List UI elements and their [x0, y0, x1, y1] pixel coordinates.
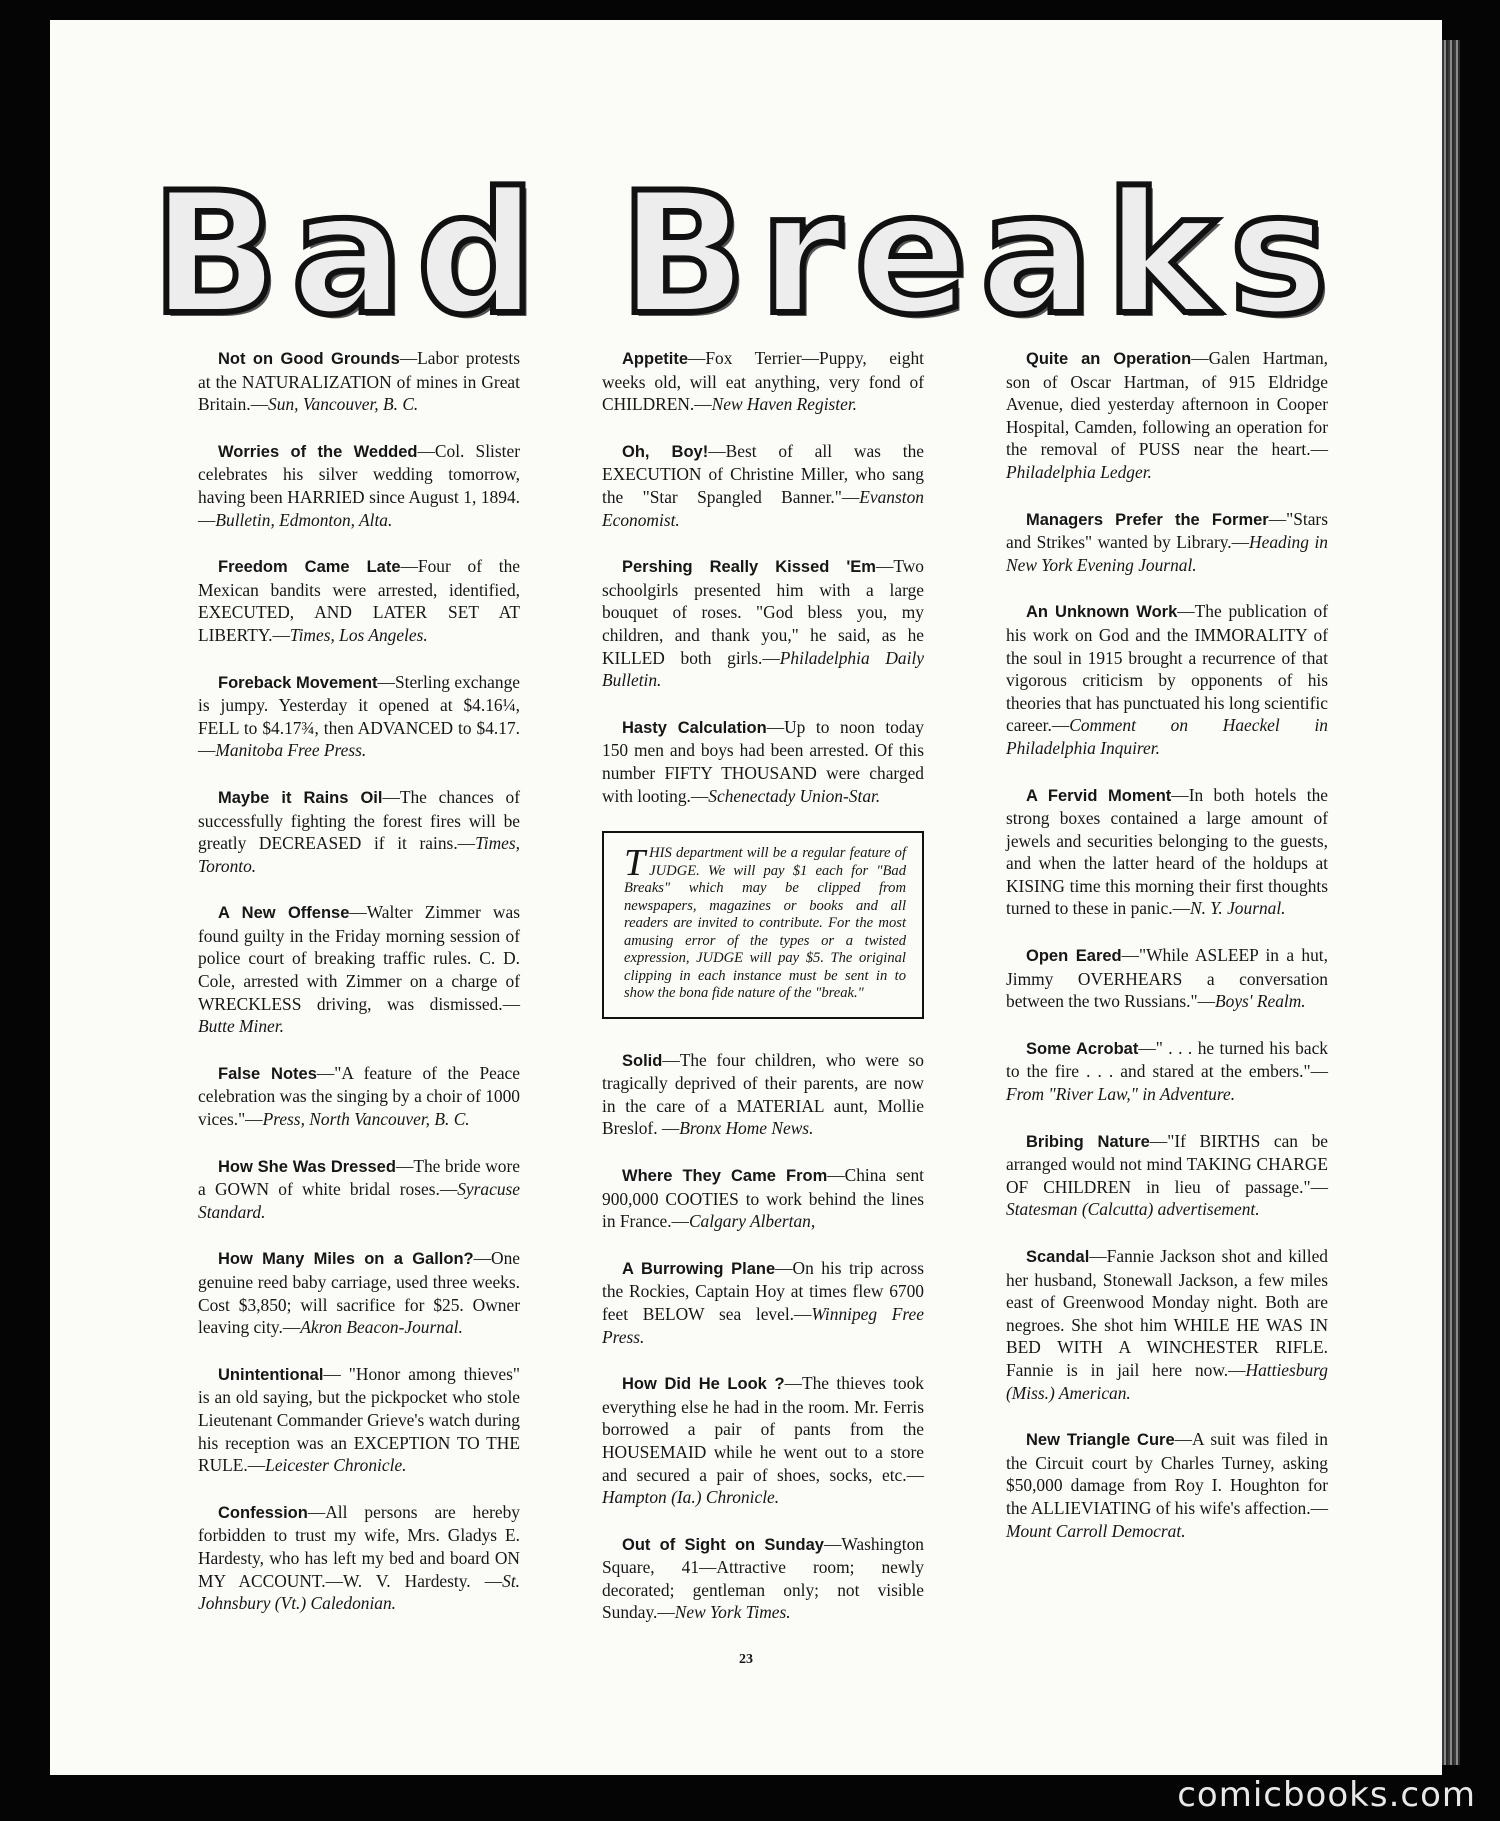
clipping-headline: Out of Sight on Sunday [622, 1535, 824, 1554]
clipping-body: —The four children, who were so tragically deprived of their parents, are now in the care of a MATERIAL aunt, Mollie Breslof. — [602, 1049, 924, 1139]
clipping-item [198, 440, 520, 531]
clipping-body: —Col. Slister celebrates his silver wedding tomorrow, having been HARRIED since August 1, 1894.— [198, 440, 520, 530]
clipping-item [198, 671, 520, 762]
clipping-body: —The bride wore a GOWN of white bridal roses.— [198, 1155, 520, 1200]
clipping-body: —Up to noon today 150 men and boys had been arrested. Of this number FIFTY THOUSAND were charged with looting.— [602, 716, 924, 806]
clipping-headline: An Unknown Work [1026, 603, 1178, 622]
clipping-item [198, 1155, 520, 1224]
clipping-item [1006, 784, 1328, 921]
magazine-page [50, 20, 1442, 1775]
clipping-headline: Unintentional [218, 1365, 324, 1384]
clipping-item [198, 1062, 520, 1131]
clipping-headline: How Many Miles on a Gallon? [218, 1250, 474, 1269]
clipping-source: Statesman (Calcutta) advertisement. [1006, 1199, 1260, 1220]
clipping-item [602, 347, 924, 416]
clipping-item [1006, 347, 1328, 484]
clipping-body: —China sent 900,000 COOTIES to work behind the lines in France.— [602, 1164, 924, 1232]
clipping-body: —On his trip across the Rockies, Captain Hoy at times flew 6700 feet BELOW sea level.— [602, 1257, 924, 1324]
clipping-item [1006, 600, 1328, 759]
clipping-source: Heading in New York Evening Journal. [1006, 532, 1329, 575]
clipping-item [602, 1533, 924, 1624]
clipping-item [1006, 944, 1328, 1013]
clipping-source: Hampton (Ia.) Chronicle. [602, 1487, 780, 1508]
clipping-source: Akron Beacon-Journal. [300, 1317, 463, 1338]
clipping-item [198, 1501, 520, 1615]
clipping-source: From "River Law," in Adventure. [1006, 1084, 1236, 1105]
clipping-item [198, 901, 520, 1038]
clipping-source: Times, Los Angeles. [289, 624, 428, 645]
clipping-item [602, 1257, 924, 1348]
clipping-headline: New Triangle Cure [1026, 1431, 1175, 1450]
clipping-source: Bronx Home News. [679, 1118, 814, 1139]
clipping-body: —Fannie Jackson shot and killed her husband, Stonewall Jackson, a few miles east of Greenwood Monday night. Both are negroes. She shot him WHILE HE WAS IN BED WITH A WINCHESTER RIFLE. Fannie is in jail here now.— [1006, 1246, 1328, 1380]
clipping-source: New York Times. [674, 1602, 791, 1623]
clipping-body: —Sterling exchange is jumpy. Yesterday it opened at $4.16¼, FELL to $4.17¾, then ADVANCED to $4.17.— [198, 671, 521, 761]
clipping-source: Sun, Vancouver, B. C. [268, 394, 419, 415]
clipping-body: —Two schoolgirls presented him with a large bouquet of roses. "God bless you, my children, and thank you," he said, as he KILLED both girls.— [602, 556, 924, 668]
clipping-source: Manitoba Free Press. [215, 740, 367, 761]
clipping-body: —Fox Terrier—Puppy, eight weeks old, will eat anything, very fond of CHILDREN.— [602, 348, 924, 415]
clipping-item [198, 786, 520, 877]
notice-text: HIS department will be a regular feature of JUDGE. We will pay $1 each for "Bad Breaks" which may be clipped from newspapers, magazines or books and all readers are invited to contribute. For the most amusing error of the types or a twisted expression, JUDGE will pay $5. The original clipping in each instance must be sent in to show the bona fide nature of the "break." [624, 845, 906, 1002]
clipping-headline: Oh, Boy! [622, 442, 709, 461]
clipping-source: Schenectady Union-Star. [708, 785, 881, 806]
clipping-source: Hattiesburg (Miss.) American. [1006, 1359, 1328, 1403]
clipping-source: Calgary Albertan, [688, 1211, 816, 1232]
clipping-headline: Solid [622, 1051, 663, 1070]
clipping-headline: Confession [218, 1503, 308, 1522]
clipping-body: —Four of the Mexican bandits were arrested, identified, EXECUTED, AND LATER SET AT LIBERTY.— [198, 556, 520, 645]
clipping-body: — "Honor among thieves" is an old saying, but the pickpocket who stole Lieutenant Commander Grieve's watch during his reception was an EXCEPTION TO THE RULE.— [198, 1363, 520, 1476]
clipping-item [602, 1372, 924, 1509]
clipping-source: Philadelphia Ledger. [1006, 461, 1152, 482]
clipping-body: —In both hotels the strong boxes contained a large amount of jewels and securities belonging to the guests, and when the latter heard of the holdups at KISING time this morning their first thoughts turned to these in panic.— [1006, 784, 1329, 919]
clipping-headline: A Fervid Moment [1026, 786, 1172, 805]
clipping-headline: Appetite [622, 350, 688, 368]
clipping-item [602, 555, 924, 692]
page-title: Bad Breaks [150, 156, 1342, 352]
page-number: 23 [739, 1652, 753, 1667]
clipping-source: Syracuse Standard. [198, 1179, 520, 1222]
clipping-source: Philadelphia Daily Bulletin. [602, 647, 924, 691]
clipping-source: New Haven Register. [711, 394, 858, 415]
clipping-body: —"While ASLEEP in a hut, Jimmy OVERHEARS a conversation between the two Russians."— [1006, 945, 1328, 1012]
column-1 [198, 347, 520, 1639]
clipping-body: —The chances of successfully fighting the forest fires will be greatly DECREASED if it rains.— [198, 786, 520, 854]
clipping-headline: How She Was Dressed [218, 1157, 396, 1176]
clipping-headline: A New Offense [218, 904, 350, 923]
clipping-item [1006, 1428, 1328, 1542]
clipping-source: Evanston Economist. [602, 486, 924, 530]
clipping-item [1006, 508, 1328, 577]
clipping-headline: False Notes [218, 1064, 317, 1083]
clipping-headline: Where They Came From [622, 1166, 828, 1185]
clipping-source: N. Y. Journal. [1190, 898, 1286, 919]
clipping-headline: Maybe it Rains Oil [218, 788, 383, 807]
notice-dropcap: T [624, 842, 646, 885]
clipping-source: Times, Toronto. [198, 833, 520, 876]
clipping-source: Comment on Haeckel in Philadelphia Inquirer. [1006, 715, 1328, 758]
clipping-body: —Washington Square, 41—Attractive room; newly decorated; gentleman only; not visible Sunday.— [602, 1533, 924, 1623]
clipping-item [602, 1049, 924, 1140]
clipping-source: Boys' Realm. [1215, 991, 1306, 1012]
column-2-top [602, 347, 924, 807]
clipping-headline: Some Acrobat [1026, 1039, 1139, 1058]
clipping-headline: Not on Good Grounds [218, 350, 400, 368]
clipping-body: —The thieves took everything else he had in the room. Mr. Ferris borrowed a pair of pants from the HOUSEMAID while he went out to a store and secured a pair of shoes, socks, etc.— [602, 1373, 924, 1485]
clipping-body: —One genuine reed baby carriage, used three weeks. Cost $3,850; will sacrifice for $25. Owner leaving city.— [198, 1248, 520, 1338]
clipping-body: —" . . . he turned his back to the fire . . . and stared at the embers."— [1006, 1037, 1329, 1082]
clipping-item [198, 555, 520, 646]
clipping-source: St. Johnsbury (Vt.) Caledonian. [198, 1570, 520, 1614]
department-notice-box [602, 831, 924, 1019]
clipping-item [1006, 1130, 1328, 1221]
clipping-body: —All persons are hereby forbidden to trust my wife, Mrs. Gladys E. Hardesty, who has left my bed and board ON MY ACCOUNT.—W. V. Hardesty. — [198, 1501, 520, 1591]
clipping-body: —Best of all was the EXECUTION of Christine Miller, who sang the "Star Spangled Banner."— [602, 440, 925, 507]
clipping-source: Press, North Vancouver, B. C. [262, 1109, 470, 1130]
clipping-item [602, 440, 924, 531]
book-page-edge [1442, 40, 1460, 1765]
clipping-item [198, 1247, 520, 1338]
clipping-headline: Hasty Calculation [622, 718, 767, 737]
clipping-body: —"If BIRTHS can be arranged would not mind TAKING CHARGE OF CHILDREN in lieu of passage."— [1006, 1130, 1328, 1197]
clipping-source: Mount Carroll Democrat. [1006, 1520, 1186, 1541]
clipping-item [198, 347, 520, 416]
clipping-source: Butte Miner. [198, 1016, 284, 1037]
clipping-headline: Freedom Came Late [218, 558, 401, 577]
clipping-source: Leicester Chronicle. [265, 1455, 407, 1476]
clipping-body: —Galen Hartman, son of Oscar Hartman, of 915 Eldridge Avenue, died yesterday afternoon in Cooper Hospital, Camden, following an operation for the removal of PUSS near the heart.— [1006, 348, 1328, 460]
clipping-body: —A suit was filed in the Circuit court by Charles Turney, asking $50,000 damage from Roy I. Houghton for the ALLIEVIATING of his wife's affection.— [1006, 1429, 1328, 1518]
clipping-source: Winnipeg Free Press. [602, 1303, 924, 1347]
clipping-item [602, 1164, 924, 1233]
clipping-headline: Worries of the Wedded [218, 442, 418, 461]
clipping-body: —The publication of his work on God and the IMMORALITY of the soul in 1915 brought a recurrence of that vigorous criticism by opponents of his theories that has punctuated his long scientific career.— [1006, 601, 1328, 736]
clipping-headline: A Burrowing Plane [622, 1259, 776, 1278]
clipping-headline: Quite an Operation [1026, 350, 1192, 368]
clipping-body: —Walter Zimmer was found guilty in the Friday morning session of police court of breaking traffic rules. C. D. Cole, arrested with Zimmer on a charge of WRECKLESS driving, was dismissed.— [198, 902, 520, 1014]
site-watermark: comicbooks.com [1177, 1775, 1476, 1815]
column-2-bottom [602, 1049, 924, 1624]
clipping-body: —"Stars and Strikes" wanted by Library.— [1006, 508, 1328, 553]
clipping-headline: Scandal [1026, 1248, 1090, 1266]
clipping-item [602, 716, 924, 807]
clipping-headline: Open Eared [1026, 947, 1122, 966]
clipping-item [1006, 1245, 1328, 1404]
clipping-item [1006, 1037, 1328, 1106]
clipping-headline: Pershing Really Kissed 'Em [622, 558, 876, 577]
clipping-headline: Managers Prefer the Former [1026, 510, 1269, 529]
clipping-body: —Labor protests at the NATURALIZATION of mines in Great Britain.— [198, 348, 520, 415]
column-2 [602, 347, 924, 1648]
clipping-item [198, 1363, 520, 1477]
clipping-source: Bulletin, Edmonton, Alta. [215, 509, 393, 530]
column-3 [1006, 347, 1328, 1566]
clipping-body: —"A feature of the Peace celebration was the singing by a choir of 1000 vices."— [198, 1062, 520, 1130]
clipping-headline: How Did He Look ? [622, 1375, 785, 1394]
clipping-headline: Bribing Nature [1026, 1132, 1150, 1151]
clipping-headline: Foreback Movement [218, 673, 378, 692]
